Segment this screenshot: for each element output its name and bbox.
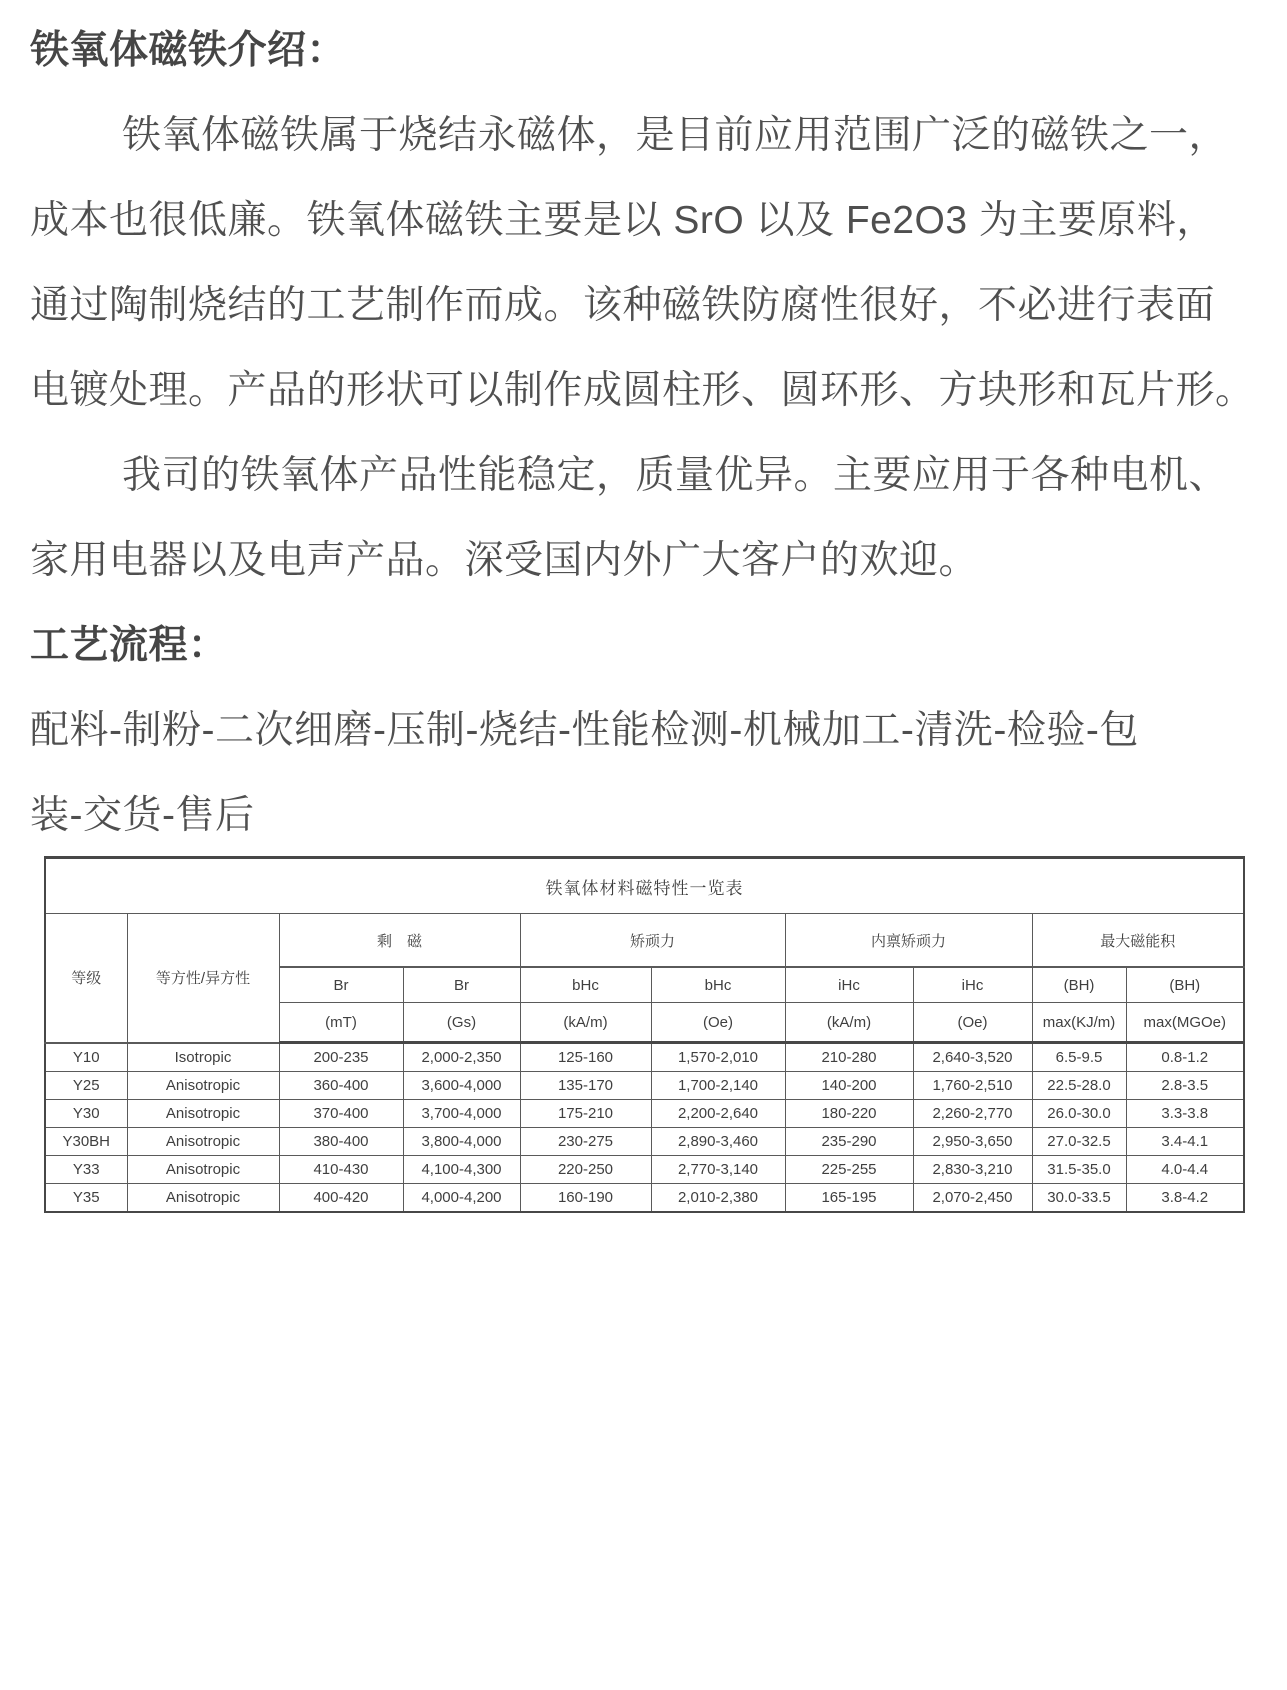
value-cell: 180-220	[785, 1100, 913, 1128]
value-cell: 370-400	[279, 1100, 403, 1128]
subheader: Br	[403, 967, 520, 1003]
value-cell: 2,890-3,460	[651, 1128, 785, 1156]
table-title-row	[45, 858, 1244, 914]
header-group-coercivity: 矫顽力	[520, 914, 785, 968]
value-cell: 235-290	[785, 1128, 913, 1156]
isotropy-cell: Anisotropic	[127, 1156, 279, 1184]
table-group-row	[45, 914, 1244, 968]
value-cell: 3,700-4,000	[403, 1100, 520, 1128]
value-cell: 3.8-4.2	[1126, 1184, 1244, 1213]
value-cell: 360-400	[279, 1072, 403, 1100]
value-cell: 27.0-32.5	[1032, 1128, 1126, 1156]
paragraph-line: 铁氧体磁铁属于烧结永磁体，是目前应用范围广泛的磁铁之一，	[122, 113, 1229, 157]
isotropy-cell: Anisotropic	[127, 1184, 279, 1213]
table-row	[45, 1156, 1244, 1184]
value-cell: 4,000-4,200	[403, 1184, 520, 1213]
isotropy-cell: Anisotropic	[127, 1100, 279, 1128]
value-cell: 2,640-3,520	[913, 1043, 1032, 1072]
section-heading: 工艺流程：	[30, 623, 228, 667]
value-cell: 2,010-2,380	[651, 1184, 785, 1213]
value-cell: 3,800-4,000	[403, 1128, 520, 1156]
subheader: (BH)	[1032, 967, 1126, 1003]
paragraph-line: 成本也很低廉。铁氧体磁铁主要是以 SrO 以及 Fe2O3 为主要原料，	[30, 198, 1216, 242]
value-cell: 135-170	[520, 1072, 651, 1100]
table-title: 铁氧体材料磁特性一览表	[45, 858, 1244, 914]
subheader: (BH)	[1126, 967, 1244, 1003]
header-grade: 等级	[45, 914, 127, 1043]
paragraph-line: 装-交货-售后	[30, 793, 255, 837]
value-cell: 3.4-4.1	[1126, 1128, 1244, 1156]
value-cell: 26.0-30.0	[1032, 1100, 1126, 1128]
value-cell: 410-430	[279, 1156, 403, 1184]
subheader: Br	[279, 967, 403, 1003]
unit-label: (kA/m)	[785, 1003, 913, 1043]
value-cell: 160-190	[520, 1184, 651, 1213]
value-cell: 1,760-2,510	[913, 1072, 1032, 1100]
value-cell: 230-275	[520, 1128, 651, 1156]
value-cell: 175-210	[520, 1100, 651, 1128]
value-cell: 165-195	[785, 1184, 913, 1213]
grade-cell: Y30	[45, 1100, 127, 1128]
grade-cell: Y35	[45, 1184, 127, 1213]
subheader: iHc	[913, 967, 1032, 1003]
value-cell: 220-250	[520, 1156, 651, 1184]
value-cell: 31.5-35.0	[1032, 1156, 1126, 1184]
header-group-max-energy-product: 最大磁能积	[1032, 914, 1244, 968]
value-cell: 225-255	[785, 1156, 913, 1184]
value-cell: 125-160	[520, 1043, 651, 1072]
section-heading: 铁氧体磁铁介绍：	[30, 28, 347, 72]
value-cell: 140-200	[785, 1072, 913, 1100]
subheader: bHc	[651, 967, 785, 1003]
grade-cell: Y10	[45, 1043, 127, 1072]
value-cell: 380-400	[279, 1128, 403, 1156]
ferrite-properties-table	[44, 856, 1245, 1213]
value-cell: 2,070-2,450	[913, 1184, 1032, 1213]
grade-cell: Y30BH	[45, 1128, 127, 1156]
value-cell: 30.0-33.5	[1032, 1184, 1126, 1213]
value-cell: 1,570-2,010	[651, 1043, 785, 1072]
grade-cell: Y33	[45, 1156, 127, 1184]
value-cell: 2,950-3,650	[913, 1128, 1032, 1156]
value-cell: 2,200-2,640	[651, 1100, 785, 1128]
unit-label: (kA/m)	[520, 1003, 651, 1043]
paragraph-line: 电镀处理。产品的形状可以制作成圆柱形、圆环形、方块形和瓦片形。	[30, 368, 1255, 412]
value-cell: 4.0-4.4	[1126, 1156, 1244, 1184]
unit-label: max(MGOe)	[1126, 1003, 1244, 1043]
subheader: iHc	[785, 967, 913, 1003]
table-row	[45, 1072, 1244, 1100]
paragraph-line: 家用电器以及电声产品。深受国内外广大客户的欢迎。	[30, 538, 979, 582]
value-cell: 210-280	[785, 1043, 913, 1072]
table-row	[45, 1184, 1244, 1213]
value-cell: 3,600-4,000	[403, 1072, 520, 1100]
paragraph-line: 配料-制粉-二次细磨-压制-烧结-性能检测-机械加工-清洗-检验-包	[30, 708, 1139, 752]
unit-label: (mT)	[279, 1003, 403, 1043]
value-cell: 2,770-3,140	[651, 1156, 785, 1184]
value-cell: 0.8-1.2	[1126, 1043, 1244, 1072]
unit-label: (Gs)	[403, 1003, 520, 1043]
value-cell: 2,000-2,350	[403, 1043, 520, 1072]
value-cell: 2,830-3,210	[913, 1156, 1032, 1184]
header-group-intrinsic-coercivity: 内禀矫顽力	[785, 914, 1032, 968]
document-lines	[30, 4, 1261, 854]
isotropy-cell: Anisotropic	[127, 1072, 279, 1100]
isotropy-cell: Anisotropic	[127, 1128, 279, 1156]
table-row	[45, 1128, 1244, 1156]
value-cell: 2,260-2,770	[913, 1100, 1032, 1128]
paragraph-line: 通过陶制烧结的工艺制作而成。该种磁铁防腐性很好，不必进行表面	[30, 283, 1216, 327]
value-cell: 3.3-3.8	[1126, 1100, 1244, 1128]
value-cell: 400-420	[279, 1184, 403, 1213]
subheader: bHc	[520, 967, 651, 1003]
blank-area	[30, 1213, 1261, 1663]
value-cell: 1,700-2,140	[651, 1072, 785, 1100]
unit-label: max(KJ/m)	[1032, 1003, 1126, 1043]
paragraph-line: 我司的铁氧体产品性能稳定，质量优异。主要应用于各种电机、	[122, 453, 1229, 497]
table-header	[45, 858, 1244, 1043]
value-cell: 2.8-3.5	[1126, 1072, 1244, 1100]
table-body	[45, 1043, 1244, 1213]
header-group-remanence: 剩 磁	[279, 914, 520, 968]
header-isotropy: 等方性/异方性	[127, 914, 279, 1043]
grade-cell: Y25	[45, 1072, 127, 1100]
value-cell: 22.5-28.0	[1032, 1072, 1126, 1100]
isotropy-cell: Isotropic	[127, 1043, 279, 1072]
table-row	[45, 1043, 1244, 1072]
value-cell: 4,100-4,300	[403, 1156, 520, 1184]
unit-label: (Oe)	[913, 1003, 1032, 1043]
value-cell: 200-235	[279, 1043, 403, 1072]
value-cell: 6.5-9.5	[1032, 1043, 1126, 1072]
unit-label: (Oe)	[651, 1003, 785, 1043]
table-row	[45, 1100, 1244, 1128]
